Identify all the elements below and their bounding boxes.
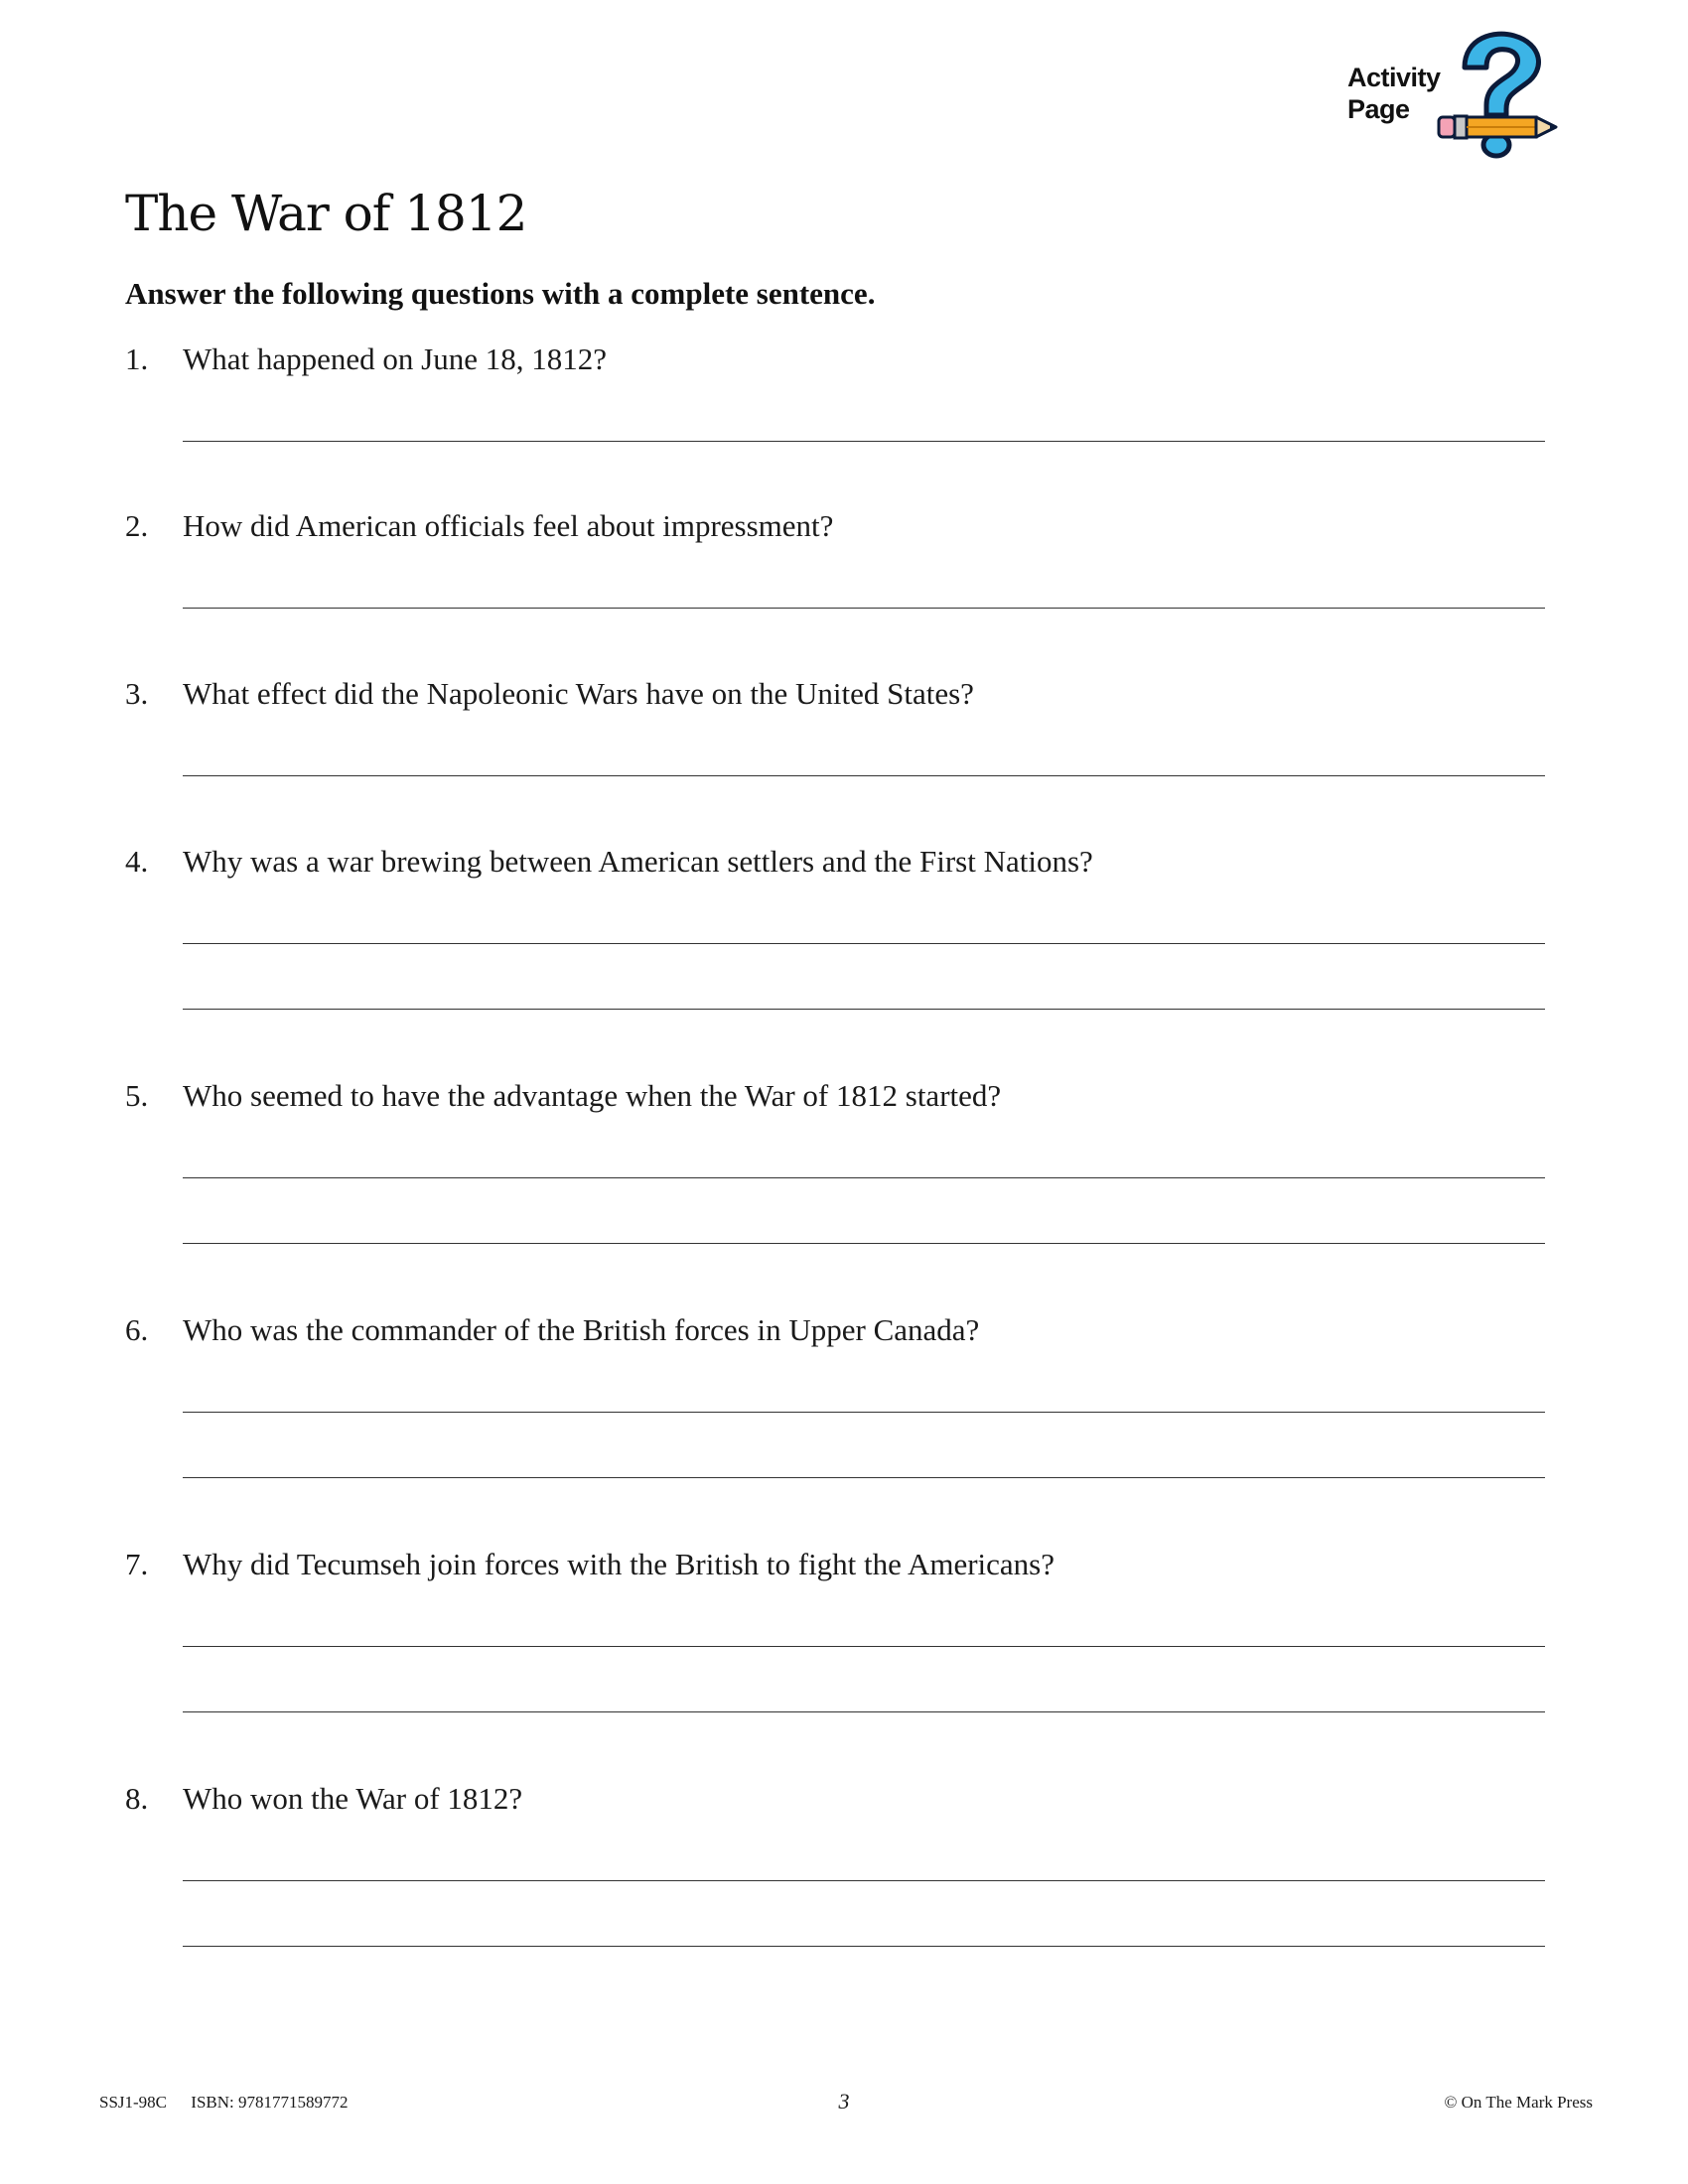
badge-line-2: Page bbox=[1347, 94, 1410, 124]
question-number: 6. bbox=[125, 1312, 149, 1347]
question-text: What effect did the Napoleonic Wars have on the United States? bbox=[183, 676, 974, 711]
question-text: Why was a war brewing between American settlers and the First Nations? bbox=[183, 844, 1093, 879]
answer-line[interactable] bbox=[183, 775, 1545, 776]
activity-page-badge bbox=[1336, 28, 1564, 167]
question-text: Who seemed to have the advantage when the War of 1812 started? bbox=[183, 1078, 1002, 1113]
question-text: Why did Tecumseh join forces with the British to fight the Americans? bbox=[183, 1547, 1055, 1581]
answer-line[interactable] bbox=[183, 943, 1545, 944]
answer-line[interactable] bbox=[183, 1412, 1545, 1413]
product-code: SSJ1-98C bbox=[99, 2093, 168, 2112]
footer-product-info bbox=[99, 2093, 368, 2113]
answer-line[interactable] bbox=[183, 1177, 1545, 1178]
instructions: Answer the following questions with a complete sentence. bbox=[125, 276, 876, 311]
question-number: 2. bbox=[125, 508, 149, 543]
answer-line[interactable] bbox=[183, 441, 1545, 442]
answer-line[interactable] bbox=[183, 1009, 1545, 1010]
question-text: Who was the commander of the British forces in Upper Canada? bbox=[183, 1312, 980, 1347]
answer-line[interactable] bbox=[183, 1243, 1545, 1244]
answer-line[interactable] bbox=[183, 1646, 1545, 1647]
question-text: What happened on June 18, 1812? bbox=[183, 341, 607, 376]
question-text: Who won the War of 1812? bbox=[183, 1781, 523, 1816]
page-number: 3 bbox=[838, 2089, 850, 2114]
answer-line[interactable] bbox=[183, 1477, 1545, 1478]
copyright: © On The Mark Press bbox=[1444, 2093, 1593, 2112]
question-number: 4. bbox=[125, 844, 149, 879]
question-number: 1. bbox=[125, 341, 149, 376]
badge-label bbox=[1347, 62, 1441, 125]
answer-line[interactable] bbox=[183, 1711, 1545, 1712]
question-number: 5. bbox=[125, 1078, 149, 1113]
isbn: ISBN: 9781771589772 bbox=[191, 2093, 349, 2112]
badge-line-1: Activity bbox=[1347, 63, 1441, 92]
answer-line[interactable] bbox=[183, 1880, 1545, 1881]
page-title: The War of 1812 bbox=[125, 185, 527, 242]
answer-line[interactable] bbox=[183, 608, 1545, 609]
question-mark-pencil-icon bbox=[1435, 28, 1564, 162]
answer-line[interactable] bbox=[183, 1946, 1545, 1947]
question-number: 3. bbox=[125, 676, 149, 711]
question-number: 8. bbox=[125, 1781, 149, 1816]
question-text: How did American officials feel about impressment? bbox=[183, 508, 834, 543]
question-number: 7. bbox=[125, 1547, 149, 1581]
